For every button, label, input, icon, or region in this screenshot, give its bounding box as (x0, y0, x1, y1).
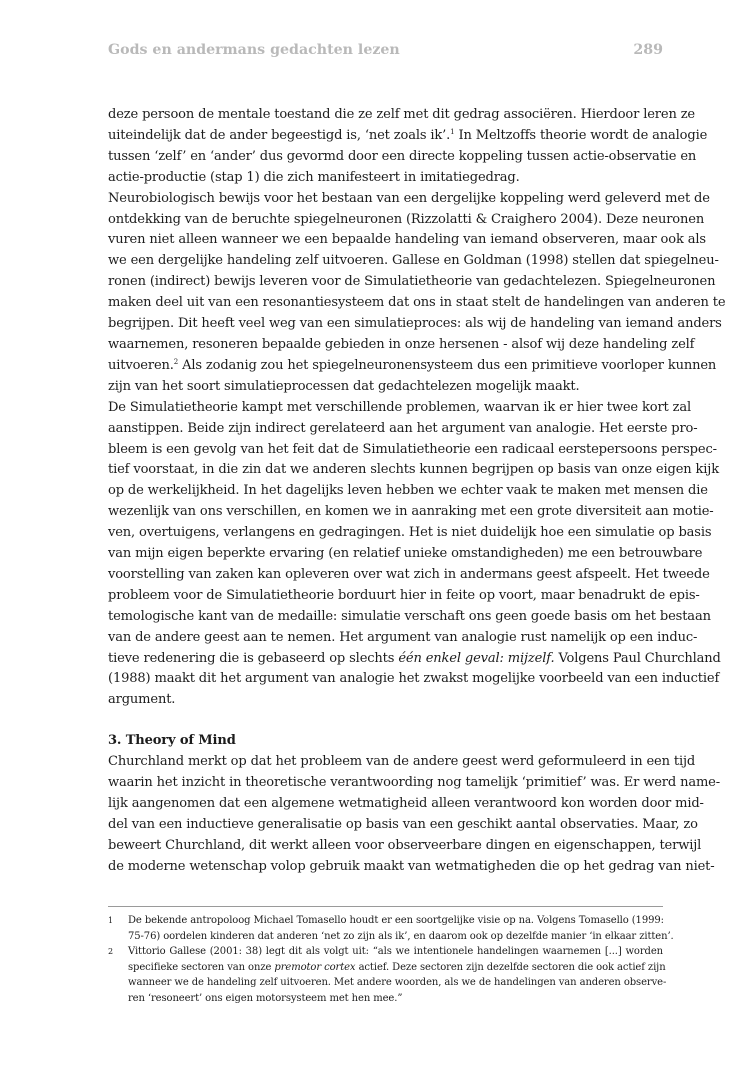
text-line: wezenlijk van ons verschillen, en komen we in aanraking met een grote diversiteit aan motie- (108, 504, 714, 520)
text-line: (1988) maakt dit het argument van analogie het zwakst mogelijke voorbeeld van een inductief (108, 671, 720, 687)
text-line: beweert Churchland, dit werkt alleen voor observeerbare dingen en eigenschappen, terwijl (108, 837, 702, 853)
text-line: probleem voor de Simulatietheorie borduurt hier in feite op voort, maar benadrukt de epis- (108, 587, 700, 603)
text-line: we een dergelijke handeling zelf uitvoeren. Gallese en Goldman (1998) stellen dat spiegelneu- (108, 253, 719, 269)
paragraph (108, 398, 721, 712)
text-line: van mijn eigen beperkte ervaring (en relatief unieke omstandigheden) me een betrouwbare (108, 546, 703, 562)
footnote-divider (108, 906, 663, 907)
text-line: aanstippen. Beide zijn indirect gerelateerd aan het argument van analogie. Het eerste pro- (108, 420, 698, 436)
text-line: tussen ‘zelf’ en ‘ander’ dus gevormd door een directe koppeling tussen actie-observatie en (108, 148, 697, 164)
text-line: Vittorio Gallese (2001: 38) legt dit als volgt uit: “als we intentionele handelingen waarnemen [...] worden (128, 946, 663, 958)
text-line: temologische kant van de medaille: simulatie verschaft ons geen goede basis om het bestaan (108, 608, 711, 624)
text-span: uitvoeren. (108, 357, 174, 373)
text-span: Als zodanig zou het spiegelneuronensysteem dus een primitieve voorloper kunnen (178, 357, 717, 373)
text-line: 75-76) oordelen kinderen dat anderen ‘net zo zijn als ik’, en daarom ook op dezelfde manier ‘in elkaar zitten’. (128, 930, 674, 942)
text-line (108, 649, 721, 670)
running-title: Gods en andermans gedachten lezen (108, 42, 400, 58)
text-line: ren ‘resoneert’ ons eigen motorsysteem met hen mee.” (128, 992, 403, 1004)
text-line: begrijpen. Dit heeft veel weg van een simulatieproces: als wij de handeling van iemand anders (108, 316, 722, 332)
text-line: ronen (indirect) bewijs leveren voor de Simulatietheorie van gedachtelezen. Spiegelneuronen (108, 274, 716, 290)
footnote-ref-1[interactable]: 1 (450, 127, 455, 136)
footnote (108, 913, 674, 944)
emphasis: premotor cortex (274, 961, 356, 973)
text-span: specifieke sectoren van onze (128, 961, 275, 973)
text-line: voorstelling van zaken kan opleveren over wat zich in andermans geest afspeelt. Het tweede (108, 566, 710, 582)
page-number: 289 (633, 42, 663, 58)
text-line: De bekende antropoloog Michael Tomasello houdt er een soortgelijke visie op na. Volgens Tomasello (1999: (128, 915, 664, 926)
text-line: Churchland merkt op dat het probleem van de andere geest werd geformuleerd in een tijd (108, 754, 696, 770)
paragraph (108, 752, 720, 877)
running-header (108, 42, 663, 58)
text-line: lijk aangenomen dat een algemene wetmatigheid alleen verantwoord kon worden door mid- (108, 796, 704, 811)
paragraph (108, 105, 708, 189)
footnote-number: 1 (108, 916, 113, 925)
text-line: de moderne wetenschap volop gebruik maakt van wetmatigheden die op het gedrag van niet- (108, 858, 715, 874)
text-line: maken deel uit van een resonantiesysteem dat ons in staat stelt de handelingen van anderen te (108, 295, 726, 311)
text-span: In Meltzoffs theorie wordt de analogie (454, 127, 708, 143)
paragraph (108, 189, 726, 398)
text-span: uiteindelijk dat de ander begeestigd is, ‘net zoals ik’. (108, 127, 451, 143)
text-line: op de werkelijkheid. In het dagelijks leven hebben we echter vaak te maken met mensen die (108, 483, 708, 499)
section-heading: 3. Theory of Mind (108, 733, 236, 749)
footnote-number: 2 (108, 947, 113, 957)
footnote-ref-2[interactable]: 2 (173, 357, 179, 366)
text-line: van de andere geest aan te nemen. Het argument van analogie rust namelijk op een induc- (108, 629, 698, 645)
text-line: actie-productie (stap 1) die zich manifesteert in imitatiegedrag. (108, 169, 520, 185)
text-line (128, 960, 666, 976)
text-line: bleem is een gevolg van het feit dat de Simulatietheorie een radicaal eerstepersoons perspec- (108, 441, 717, 457)
text-line: deze persoon de mentale toestand die ze zelf met dit gedrag associëren. Hierdoor leren ze (108, 107, 695, 122)
text-line: tief voorstaat, in die zin dat we anderen slechts kunnen begrijpen op basis van onze eigen kijk (108, 462, 719, 478)
footnotes (108, 913, 674, 1007)
text-span: actief. Deze sectoren zijn dezelfde sectoren die ook actief zijn (355, 961, 666, 973)
text-line: argument. (108, 692, 176, 708)
text-line: vuren niet alleen wanneer we een bepaalde handeling van iemand observeren, maar ook als (108, 232, 706, 248)
footnote (108, 944, 667, 1006)
text-span: tieve redenering die is gebaseerd op slechts (108, 650, 399, 666)
text-line (108, 356, 717, 377)
emphasis: één enkel geval: mijzelf. (398, 650, 555, 666)
text-line (108, 126, 708, 147)
text-line: ontdekking van de beruchte spiegelneuronen (Rizzolatti & Craighero 2004). Deze neuronen (108, 211, 705, 227)
text-line: waarnemen, resoneren bepaalde gebieden in onze hersenen - alsof wij deze handeling zelf (108, 336, 695, 352)
text-line: De Simulatietheorie kampt met verschillende problemen, waarvan ik er hier twee kort zal (108, 399, 691, 415)
text-span: Volgens Paul Churchland (554, 650, 721, 666)
text-line: Neurobiologisch bewijs voor het bestaan van een dergelijke koppeling werd geleverd met de (108, 190, 710, 206)
text-line: wanneer we de handeling zelf uitvoeren. Met andere woorden, als we de handelingen van anderen observe- (128, 977, 667, 989)
text-line: zijn van het soort simulatieprocessen dat gedachtelezen mogelijk maakt. (108, 378, 580, 394)
body-text (108, 105, 726, 878)
text-line: del van een inductieve generalisatie op basis van een geschikt aantal observaties. Maar, zo (108, 816, 698, 832)
text-line: ven, overtuigens, verlangens en gedragingen. Het is niet duidelijk hoe een simulatie op basis (108, 525, 712, 541)
text-line: waarin het inzicht in theoretische verantwoording nog tamelijk ‘primitief’ was. Er werd name- (108, 775, 720, 791)
